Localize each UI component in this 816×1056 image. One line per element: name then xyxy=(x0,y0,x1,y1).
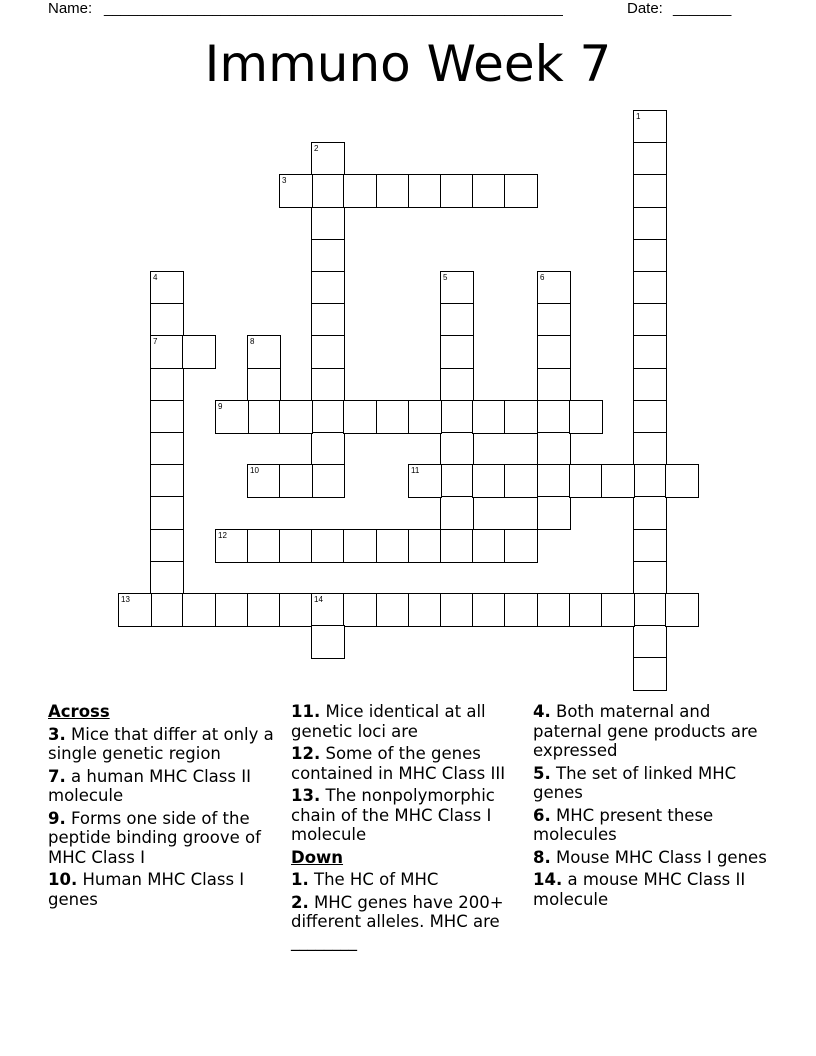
grid-cell[interactable] xyxy=(601,593,635,627)
grid-cell[interactable] xyxy=(633,207,667,241)
date-blank[interactable]: _______ xyxy=(673,0,732,17)
grid-cell[interactable] xyxy=(440,464,474,498)
grid-cell[interactable] xyxy=(311,625,345,659)
clue-down-14: 14. a mouse MHC Class II molecule xyxy=(533,870,746,909)
clue-down-6: 6. MHC present these molecules xyxy=(533,805,714,844)
grid-cell[interactable] xyxy=(440,368,474,402)
grid-cell[interactable] xyxy=(118,593,152,627)
name-label: Name: xyxy=(48,0,93,17)
clue-across-7: 7. a human MHC Class II molecule xyxy=(48,766,251,805)
grid-cell[interactable] xyxy=(376,174,410,208)
grid-cell[interactable] xyxy=(343,593,377,627)
grid-cell[interactable] xyxy=(279,400,313,434)
grid-cell[interactable] xyxy=(150,335,184,369)
grid-cell[interactable] xyxy=(633,400,667,434)
grid-cell[interactable] xyxy=(408,593,442,627)
clue-column-3 xyxy=(533,702,773,912)
name-blank[interactable]: _______________________________________________________ xyxy=(104,0,563,17)
grid-cell[interactable] xyxy=(633,174,667,208)
grid-cell[interactable] xyxy=(633,271,667,305)
grid-cell[interactable] xyxy=(633,464,667,498)
grid-cell[interactable] xyxy=(376,400,410,434)
cell-number: 4 xyxy=(153,273,158,282)
grid-cell[interactable] xyxy=(279,464,313,498)
grid-cell[interactable] xyxy=(279,593,313,627)
cell-number: 8 xyxy=(250,337,255,346)
down-heading: Down xyxy=(291,847,344,867)
grid-cell[interactable] xyxy=(633,303,667,337)
grid-cell[interactable] xyxy=(472,174,506,208)
cell-number: 11 xyxy=(411,466,420,475)
grid-cell[interactable] xyxy=(150,303,184,337)
page-title: Immuno Week 7 xyxy=(204,35,612,93)
clue-down-5: 5. The set of linked MHC genes xyxy=(533,763,737,802)
grid-cell[interactable] xyxy=(311,142,345,176)
cell-number: 14 xyxy=(314,595,323,604)
grid-cell[interactable] xyxy=(472,593,506,627)
grid-cell[interactable] xyxy=(150,529,184,563)
grid-cell[interactable] xyxy=(311,174,345,208)
grid-cell[interactable] xyxy=(376,593,410,627)
grid-cell[interactable] xyxy=(150,400,184,434)
grid-cell[interactable] xyxy=(633,529,667,563)
cell-number: 1 xyxy=(636,112,641,121)
grid-cell[interactable] xyxy=(247,368,281,402)
clue-down-1: 1. The HC of MHC xyxy=(291,870,439,889)
grid-cell[interactable] xyxy=(440,271,474,305)
grid-cell[interactable] xyxy=(311,529,345,563)
grid-cell[interactable] xyxy=(311,271,345,305)
grid-cell[interactable] xyxy=(665,593,699,627)
grid-cell[interactable] xyxy=(569,464,603,498)
grid-cell[interactable] xyxy=(343,174,377,208)
grid-cell[interactable] xyxy=(311,335,345,369)
grid-cell[interactable] xyxy=(311,593,345,627)
grid-cell[interactable] xyxy=(150,271,184,305)
grid-cell[interactable] xyxy=(440,593,474,627)
grid-cell[interactable] xyxy=(537,400,571,434)
grid-cell[interactable] xyxy=(343,400,377,434)
grid-cell[interactable] xyxy=(408,529,442,563)
grid-cell[interactable] xyxy=(247,593,281,627)
grid-cell[interactable] xyxy=(150,593,184,627)
grid-cell[interactable] xyxy=(537,464,571,498)
clue-across-12: 12. Some of the genes contained in MHC Class III xyxy=(291,744,506,783)
grid-cell[interactable] xyxy=(504,464,538,498)
grid-cell[interactable] xyxy=(569,400,603,434)
grid-cell[interactable] xyxy=(504,400,538,434)
grid-cell[interactable] xyxy=(633,239,667,273)
grid-cell[interactable] xyxy=(633,142,667,176)
clue-across-11: 11. Mice identical at all genetic loci are xyxy=(291,702,486,741)
grid-cell[interactable] xyxy=(601,464,635,498)
grid-cell[interactable] xyxy=(440,400,474,434)
grid-cell[interactable] xyxy=(247,335,281,369)
grid-cell[interactable] xyxy=(472,529,506,563)
grid-cell[interactable] xyxy=(311,368,345,402)
cell-number: 13 xyxy=(121,595,130,604)
grid-cell[interactable] xyxy=(537,271,571,305)
grid-cell[interactable] xyxy=(440,303,474,337)
grid-cell[interactable] xyxy=(440,496,474,530)
grid-cell[interactable] xyxy=(408,174,442,208)
grid-cell[interactable] xyxy=(215,400,249,434)
grid-cell[interactable] xyxy=(150,464,184,498)
grid-cell[interactable] xyxy=(311,239,345,273)
grid-cell[interactable] xyxy=(633,496,667,530)
grid-cell[interactable] xyxy=(504,174,538,208)
grid-cell[interactable] xyxy=(633,625,667,659)
grid-cell[interactable] xyxy=(537,303,571,337)
grid-cell[interactable] xyxy=(537,496,571,530)
cell-number: 9 xyxy=(218,402,223,411)
grid-cell[interactable] xyxy=(440,174,474,208)
cell-number: 6 xyxy=(540,273,545,282)
grid-cell[interactable] xyxy=(376,529,410,563)
clue-down-8: 8. Mouse MHC Class I genes xyxy=(533,847,767,867)
grid-cell[interactable] xyxy=(215,593,249,627)
grid-cell[interactable] xyxy=(150,368,184,402)
grid-cell[interactable] xyxy=(633,368,667,402)
grid-cell[interactable] xyxy=(537,432,571,466)
grid-cell[interactable] xyxy=(504,529,538,563)
grid-cell[interactable] xyxy=(440,529,474,563)
cell-number: 10 xyxy=(250,466,259,475)
grid-cell[interactable] xyxy=(633,593,667,627)
cell-number: 3 xyxy=(282,176,287,185)
grid-cell[interactable] xyxy=(633,335,667,369)
grid-cell[interactable] xyxy=(182,593,216,627)
grid-cell[interactable] xyxy=(633,561,667,595)
grid-cell[interactable] xyxy=(182,335,216,369)
grid-cell[interactable] xyxy=(472,400,506,434)
date-label: Date: xyxy=(627,0,663,17)
grid-cell[interactable] xyxy=(247,464,281,498)
grid-cell[interactable] xyxy=(440,432,474,466)
grid-cell[interactable] xyxy=(569,593,603,627)
clue-across-3: 3. Mice that differ at only a single genetic region xyxy=(48,724,274,763)
clue-column-1 xyxy=(48,702,280,912)
grid-cell[interactable] xyxy=(633,432,667,466)
grid-cell[interactable] xyxy=(215,529,249,563)
grid-cell[interactable] xyxy=(247,529,281,563)
clue-across-9: 9. Forms one side of the peptide binding groove of MHC Class I xyxy=(48,808,261,867)
grid-cell[interactable] xyxy=(537,368,571,402)
grid-cell[interactable] xyxy=(633,110,667,144)
grid-cell[interactable] xyxy=(311,464,345,498)
cell-number: 5 xyxy=(443,273,448,282)
grid-cell[interactable] xyxy=(440,335,474,369)
grid-cell[interactable] xyxy=(343,529,377,563)
clue-across-13: 13. The nonpolymorphic chain of the MHC Class I molecule xyxy=(291,786,495,844)
grid-cell[interactable] xyxy=(537,593,571,627)
clue-across-10: 10. Human MHC Class I genes xyxy=(48,870,245,909)
cell-number: 12 xyxy=(218,531,227,540)
grid-cell[interactable] xyxy=(537,335,571,369)
clue-down-4: 4. Both maternal and paternal gene products are expressed xyxy=(533,702,758,760)
across-heading: Across xyxy=(48,702,110,721)
grid-cell[interactable] xyxy=(311,432,345,466)
clue-column-2 xyxy=(291,702,526,954)
grid-cell[interactable] xyxy=(408,400,442,434)
grid-cell[interactable] xyxy=(408,464,442,498)
grid-cell[interactable] xyxy=(150,561,184,595)
cell-number: 7 xyxy=(153,337,158,346)
grid-cell[interactable] xyxy=(665,464,699,498)
grid-cell[interactable] xyxy=(311,400,345,434)
grid-cell[interactable] xyxy=(311,207,345,241)
grid-cell[interactable] xyxy=(633,657,667,691)
cell-number: 2 xyxy=(314,144,319,153)
grid-cell[interactable] xyxy=(279,529,313,563)
grid-cell[interactable] xyxy=(150,432,184,466)
clue-down-2: 2. MHC genes have 200+ different alleles. MHC are ________ xyxy=(291,892,504,951)
grid-cell[interactable] xyxy=(504,593,538,627)
grid-cell[interactable] xyxy=(247,400,281,434)
grid-cell[interactable] xyxy=(311,303,345,337)
grid-cell[interactable] xyxy=(150,496,184,530)
grid-cell[interactable] xyxy=(472,464,506,498)
grid-cell[interactable] xyxy=(279,174,313,208)
